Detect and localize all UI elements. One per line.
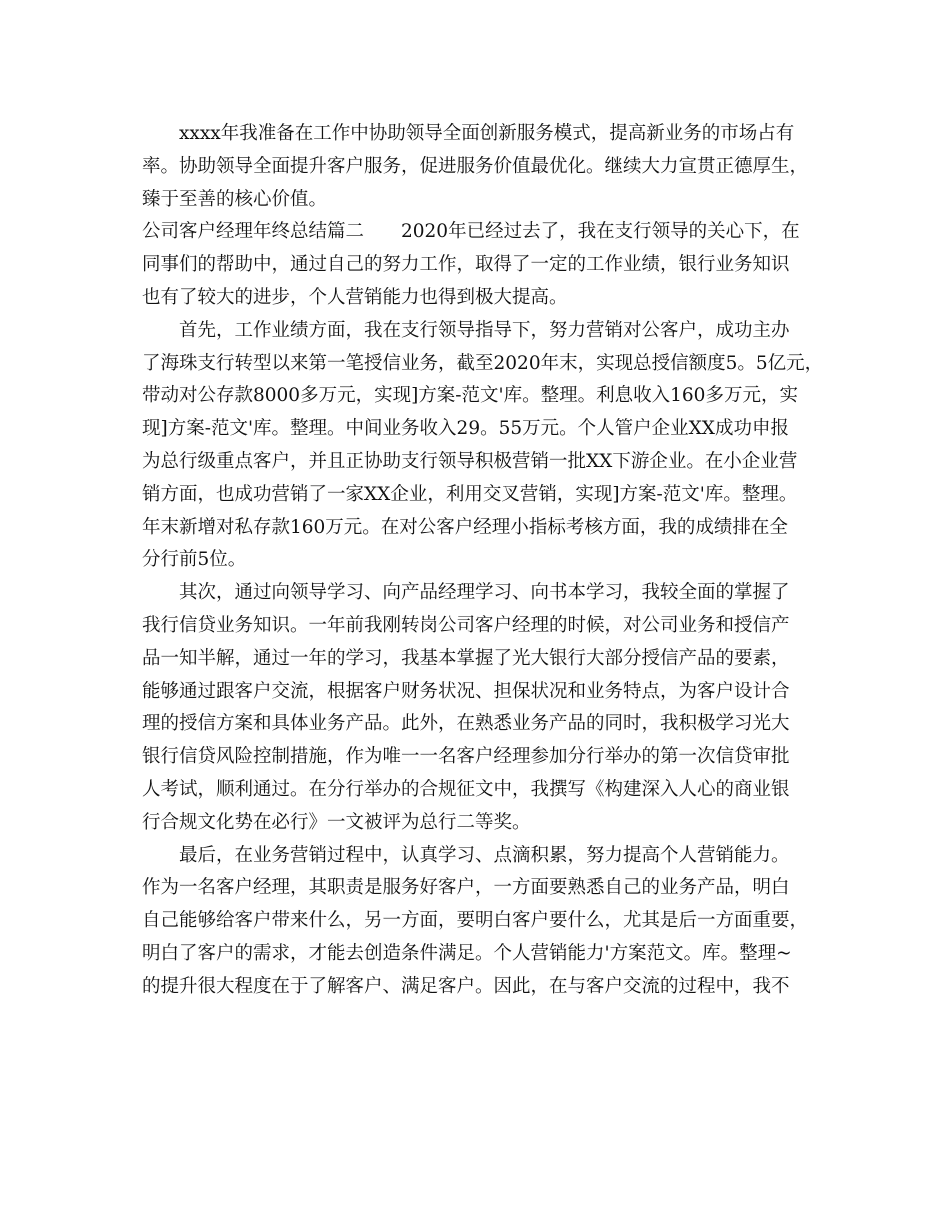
text-line: 我行信贷业务知识。一年前我刚转岗公司客户经理的时候，对公司业务和授信产 [142,614,790,636]
text-line: 臻于至善的核心价值。 [142,188,328,210]
text-line: 人考试，顺利通过。在分行举办的合规征文中，我撰写《构建深入人心的商业银 [142,778,790,800]
text-line: 销方面，也成功营销了一家XX企业，利用交叉营销，实现]方案-范文'库。整理。 [142,483,798,505]
text-line: 同事们的帮助中，通过自己的努力工作，取得了一定的工作业绩，银行业务知识 [142,254,790,276]
text-line: 行合规文化势在必行》一文被评为总行二等奖。 [142,811,531,833]
text-line: 率。协助领导全面提升客户服务，促进服务价值最优化。继续大力宣贯正德厚生， [142,155,809,177]
document-body [142,118,822,1004]
text-line: 公司客户经理年终总结篇二 2020年已经过去了，我在支行领导的关心下，在 [142,221,800,243]
text-line: 现]方案-范文'库。整理。中间业务收入29。55万元。个人管户企业XX成功申报 [142,418,789,440]
text-line: 银行信贷风险控制措施，作为唯一一名客户经理参加分行举办的第一次信贷审批 [142,746,790,768]
text-line: 年末新增对私存款160万元。在对公客户经理小指标考核方面，我的成绩排在全 [142,516,788,538]
text-line: 也有了较大的进步，个人营销能力也得到极大提高。 [142,286,568,308]
text-line: 作为一名客户经理，其职责是服务好客户，一方面要熟悉自己的业务产品，明白 [142,877,790,899]
text-line: 能够通过跟客户交流，根据客户财务状况、担保状况和业务特点，为客户设计合 [142,680,790,702]
text-line: 自己能够给客户带来什么，另一方面，要明白客户要什么，尤其是后一方面重要， [142,910,809,932]
text-line: xxxx年我准备在工作中协助领导全面创新服务模式，提高新业务的市场占有 [179,123,795,144]
text-line: 了海珠支行转型以来第一笔授信业务，截至2020年末，实现总授信额度5。5亿元， [142,352,824,374]
text-line: 其次，通过向领导学习、向产品经理学习、向书本学习，我较全面的掌握了 [179,582,790,604]
text-line: 明白了客户的需求，才能去创造条件满足。个人营销能力'方案范文。库。整理~ [142,942,792,964]
text-line: 为总行级重点客户，并且正协助支行领导积极营销一批XX下游企业。在小企业营 [142,450,798,472]
text-line: 分行前5位。 [142,549,247,571]
text-line: 最后，在业务营销过程中，认真学习、点滴积累，努力提高个人营销能力。 [179,844,790,866]
text-line: 带动对公存款8000多万元，实现]方案-范文'库。整理。利息收入160多万元，实 [142,385,798,407]
text-line: 品一知半解，通过一年的学习，我基本掌握了光大银行大部分授信产品的要素， [142,647,790,669]
text-line: 首先，工作业绩方面，我在支行领导指导下，努力营销对公客户，成功主办 [179,319,790,341]
text-line: 理的授信方案和具体业务产品。此外，在熟悉业务产品的同时，我积极学习光大 [142,713,790,735]
text-line: 的提升很大程度在于了解客户、满足客户。因此，在与客户交流的过程中，我不 [142,975,790,997]
